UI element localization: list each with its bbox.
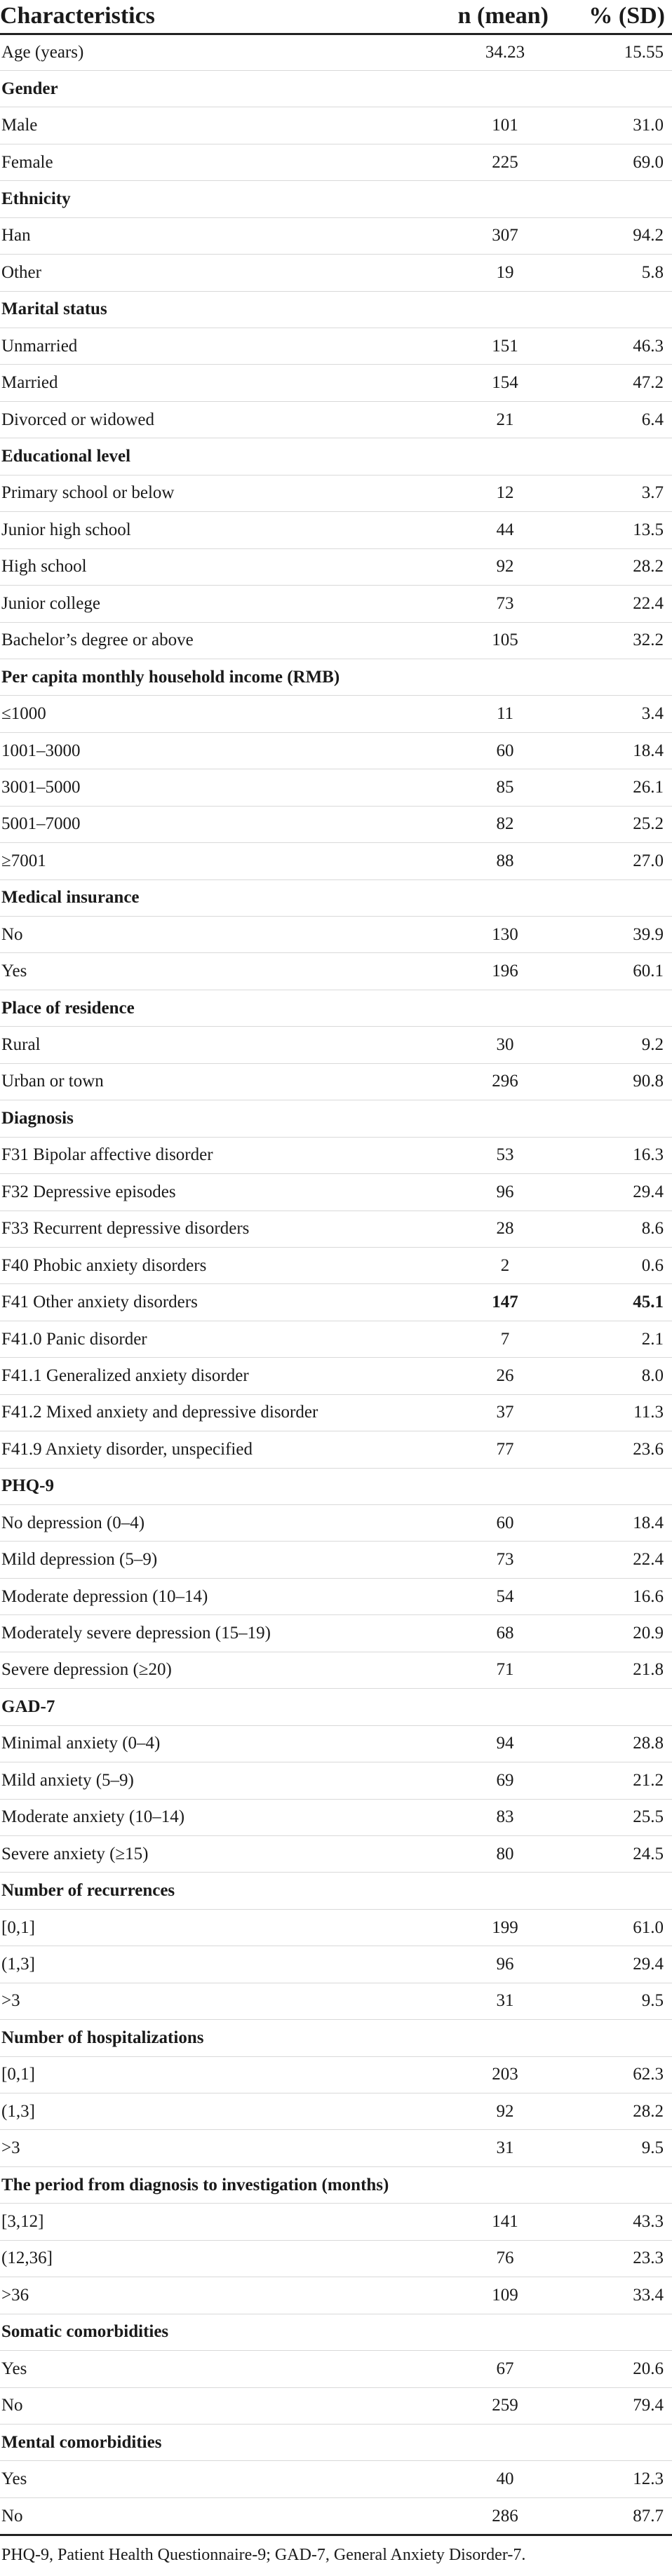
section-header-row [0,2314,672,2350]
n-mean-cell [421,70,554,107]
n-mean-cell [421,291,554,328]
percent-sd-cell: 29.4 [554,1946,672,1983]
percent-sd-cell: 13.5 [554,512,672,548]
row-label: F41.9 Anxiety disorder, unspecified [0,1431,421,1468]
table-row [0,144,672,180]
table-row [0,255,672,291]
n-mean-cell: 76 [421,2240,554,2277]
percent-sd-cell [554,1689,672,1725]
percent-sd-cell [554,181,672,217]
table-row [0,34,672,70]
row-label: [3,12] [0,2204,421,2240]
row-label: High school [0,548,421,585]
row-label: 3001–5000 [0,769,421,806]
table-row [0,1909,672,1946]
n-mean-cell [421,1468,554,1504]
percent-sd-cell: 9.2 [554,1027,672,1063]
table-row [0,1211,672,1247]
percent-sd-cell: 33.4 [554,2277,672,2314]
percent-sd-cell: 25.5 [554,1799,672,1835]
percent-sd-cell: 23.6 [554,1431,672,1468]
n-mean-cell [421,659,554,695]
percent-sd-cell [554,1100,672,1137]
n-mean-cell: 44 [421,512,554,548]
percent-sd-cell: 32.2 [554,622,672,659]
n-mean-cell: 141 [421,2204,554,2240]
row-label: Urban or town [0,1063,421,1100]
section-header-row [0,1873,672,1909]
table-row [0,1505,672,1542]
table-row [0,2056,672,2093]
table-row [0,622,672,659]
header-percent-sd: % (SD) [554,0,672,34]
n-mean-cell [421,181,554,217]
percent-sd-cell [554,2314,672,2350]
percent-sd-cell: 16.6 [554,1578,672,1614]
section-label: Per capita monthly household income (RMB) [0,659,421,695]
percent-sd-cell: 20.6 [554,2351,672,2387]
n-mean-cell: 259 [421,2387,554,2424]
table-row [0,2204,672,2240]
row-label: Mild anxiety (5–9) [0,1762,421,1799]
n-mean-cell [421,1100,554,1137]
n-mean-cell: 37 [421,1394,554,1431]
n-mean-cell: 83 [421,1799,554,1835]
percent-sd-cell: 28.8 [554,1725,672,1762]
n-mean-cell: 31 [421,1983,554,2019]
n-mean-cell: 73 [421,586,554,622]
row-label: [0,1] [0,1909,421,1946]
n-mean-cell [421,438,554,475]
percent-sd-cell: 21.8 [554,1652,672,1688]
n-mean-cell: 73 [421,1542,554,1578]
row-label: Age (years) [0,34,421,70]
n-mean-cell: 94 [421,1725,554,1762]
row-label: >36 [0,2277,421,2314]
row-label: Yes [0,2351,421,2387]
table-row [0,1578,672,1614]
section-header-row [0,438,672,475]
table-row [0,1983,672,2019]
n-mean-cell: 196 [421,953,554,990]
n-mean-cell: 21 [421,401,554,438]
row-label: Moderate depression (10–14) [0,1578,421,1614]
header-row [0,0,672,34]
table-body [0,34,672,2535]
percent-sd-cell [554,70,672,107]
n-mean-cell: 2 [421,1247,554,1283]
table-row [0,328,672,365]
percent-sd-cell: 0.6 [554,1247,672,1283]
percent-sd-cell: 15.55 [554,34,672,70]
row-label: Unmarried [0,328,421,365]
table-row [0,1394,672,1431]
n-mean-cell: 147 [421,1284,554,1321]
percent-sd-cell: 11.3 [554,1394,672,1431]
table-header [0,0,672,34]
row-label: ≤1000 [0,696,421,732]
n-mean-cell: 26 [421,1358,554,1394]
row-label: ≥7001 [0,843,421,879]
percent-sd-cell [554,2424,672,2460]
percent-sd-cell: 61.0 [554,1909,672,1946]
section-header-row [0,1468,672,1504]
row-label: Han [0,217,421,254]
n-mean-cell: 71 [421,1652,554,1688]
table-row [0,2130,672,2166]
n-mean-cell: 92 [421,2093,554,2130]
table-row [0,401,672,438]
percent-sd-cell [554,291,672,328]
percent-sd-cell: 9.5 [554,2130,672,2166]
percent-sd-cell [554,1468,672,1504]
row-label: Moderate anxiety (10–14) [0,1799,421,1835]
percent-sd-cell: 87.7 [554,2497,672,2534]
row-label: >3 [0,1983,421,2019]
n-mean-cell: 296 [421,1063,554,1100]
row-label: Bachelor’s degree or above [0,622,421,659]
row-label: Minimal anxiety (0–4) [0,1725,421,1762]
row-label: F33 Recurrent depressive disorders [0,1211,421,1247]
n-mean-cell: 28 [421,1211,554,1247]
percent-sd-cell: 16.3 [554,1137,672,1173]
n-mean-cell: 40 [421,2461,554,2497]
percent-sd-cell: 26.1 [554,769,672,806]
row-label: (1,3] [0,1946,421,1983]
n-mean-cell: 307 [421,217,554,254]
section-header-row [0,1689,672,1725]
section-label: Marital status [0,291,421,328]
n-mean-cell: 105 [421,622,554,659]
percent-sd-cell: 90.8 [554,1063,672,1100]
percent-sd-cell: 62.3 [554,2056,672,2093]
row-label: Married [0,365,421,401]
section-label: PHQ-9 [0,1468,421,1504]
n-mean-cell: 80 [421,1835,554,1872]
table-row [0,696,672,732]
section-header-row [0,2020,672,2056]
table-row [0,953,672,990]
row-label: Rural [0,1027,421,1063]
section-label: GAD-7 [0,1689,421,1725]
table-row [0,217,672,254]
n-mean-cell [421,2424,554,2460]
percent-sd-cell: 94.2 [554,217,672,254]
section-header-row [0,1100,672,1137]
table-row [0,365,672,401]
percent-sd-cell: 69.0 [554,144,672,180]
percent-sd-cell: 22.4 [554,586,672,622]
header-n-mean: n (mean) [421,0,554,34]
section-label: Diagnosis [0,1100,421,1137]
section-header-row [0,70,672,107]
row-label: Female [0,144,421,180]
n-mean-cell: 154 [421,365,554,401]
n-mean-cell: 60 [421,1505,554,1542]
n-mean-cell: 92 [421,548,554,585]
section-label: Mental comorbidities [0,2424,421,2460]
section-header-row [0,659,672,695]
n-mean-cell [421,2020,554,2056]
n-mean-cell: 82 [421,806,554,842]
row-label: Moderately severe depression (15–19) [0,1615,421,1652]
percent-sd-cell: 9.5 [554,1983,672,2019]
n-mean-cell: 203 [421,2056,554,2093]
n-mean-cell: 151 [421,328,554,365]
percent-sd-cell: 18.4 [554,732,672,769]
percent-sd-cell [554,2020,672,2056]
section-label: The period from diagnosis to investigation (months) [0,2166,421,2203]
table-row [0,2093,672,2130]
n-mean-cell: 77 [421,1431,554,1468]
table-row [0,1027,672,1063]
section-label: Number of hospitalizations [0,2020,421,2056]
n-mean-cell [421,2166,554,2203]
table-row [0,2351,672,2387]
percent-sd-cell: 79.4 [554,2387,672,2424]
row-label: 5001–7000 [0,806,421,842]
table-row [0,917,672,953]
row-label: No [0,2497,421,2534]
n-mean-cell [421,2314,554,2350]
table-row [0,2240,672,2277]
n-mean-cell: 11 [421,696,554,732]
n-mean-cell: 7 [421,1321,554,1357]
n-mean-cell: 286 [421,2497,554,2534]
table-row [0,1615,672,1652]
n-mean-cell: 12 [421,475,554,511]
percent-sd-cell: 43.3 [554,2204,672,2240]
percent-sd-cell: 5.8 [554,255,672,291]
n-mean-cell: 225 [421,144,554,180]
header-characteristics: Characteristics [0,0,421,34]
section-header-row [0,879,672,916]
row-label: (1,3] [0,2093,421,2130]
percent-sd-cell: 60.1 [554,953,672,990]
table-row [0,1431,672,1468]
table-row [0,1946,672,1983]
percent-sd-cell [554,659,672,695]
percent-sd-cell: 28.2 [554,548,672,585]
section-header-row [0,2424,672,2460]
percent-sd-cell: 29.4 [554,1174,672,1211]
percent-sd-cell: 31.0 [554,107,672,144]
table-row [0,1542,672,1578]
table-row [0,1247,672,1283]
percent-sd-cell: 46.3 [554,328,672,365]
table-row [0,1284,672,1321]
n-mean-cell: 85 [421,769,554,806]
percent-sd-cell: 21.2 [554,1762,672,1799]
table-footnote: PHQ-9, Patient Health Questionnaire-9; GAD-7, General Anxiety Disorder-7. [0,2534,672,2565]
row-label: Mild depression (5–9) [0,1542,421,1578]
n-mean-cell: 19 [421,255,554,291]
percent-sd-cell: 22.4 [554,1542,672,1578]
row-label: F32 Depressive episodes [0,1174,421,1211]
row-label: Divorced or widowed [0,401,421,438]
table-row [0,1063,672,1100]
row-label: Junior college [0,586,421,622]
percent-sd-cell: 2.1 [554,1321,672,1357]
percent-sd-cell [554,1873,672,1909]
table-row [0,1725,672,1762]
percent-sd-cell: 45.1 [554,1284,672,1321]
table-row [0,475,672,511]
percent-sd-cell: 47.2 [554,365,672,401]
table-row [0,548,672,585]
n-mean-cell: 69 [421,1762,554,1799]
row-label: No [0,917,421,953]
n-mean-cell: 31 [421,2130,554,2166]
n-mean-cell: 54 [421,1578,554,1614]
table-row [0,586,672,622]
table-row [0,1321,672,1357]
row-label: No [0,2387,421,2424]
section-label: Medical insurance [0,879,421,916]
row-label: Yes [0,953,421,990]
table-row [0,1762,672,1799]
table-row [0,1835,672,1872]
row-label: F31 Bipolar affective disorder [0,1137,421,1173]
table-row [0,1358,672,1394]
row-label: >3 [0,2130,421,2166]
table-row [0,1652,672,1688]
percent-sd-cell: 23.3 [554,2240,672,2277]
percent-sd-cell: 28.2 [554,2093,672,2130]
row-label: Severe depression (≥20) [0,1652,421,1688]
percent-sd-cell: 25.2 [554,806,672,842]
section-label: Educational level [0,438,421,475]
percent-sd-cell: 18.4 [554,1505,672,1542]
table-row [0,107,672,144]
row-label: Other [0,255,421,291]
section-label: Place of residence [0,990,421,1026]
percent-sd-cell: 6.4 [554,401,672,438]
n-mean-cell [421,1873,554,1909]
table-row [0,1137,672,1173]
n-mean-cell: 199 [421,1909,554,1946]
table-row [0,2277,672,2314]
table-row [0,769,672,806]
n-mean-cell: 34.23 [421,34,554,70]
n-mean-cell: 60 [421,732,554,769]
percent-sd-cell: 12.3 [554,2461,672,2497]
row-label: Yes [0,2461,421,2497]
percent-sd-cell [554,990,672,1026]
n-mean-cell: 67 [421,2351,554,2387]
percent-sd-cell: 27.0 [554,843,672,879]
section-header-row [0,2166,672,2203]
percent-sd-cell: 39.9 [554,917,672,953]
n-mean-cell: 53 [421,1137,554,1173]
percent-sd-cell: 20.9 [554,1615,672,1652]
percent-sd-cell [554,438,672,475]
row-label: 1001–3000 [0,732,421,769]
percent-sd-cell: 3.7 [554,475,672,511]
percent-sd-cell: 8.6 [554,1211,672,1247]
row-label: Male [0,107,421,144]
table-row [0,732,672,769]
table-row [0,806,672,842]
section-header-row [0,990,672,1026]
row-label: F41.0 Panic disorder [0,1321,421,1357]
section-header-row [0,291,672,328]
n-mean-cell: 101 [421,107,554,144]
table-row [0,1799,672,1835]
n-mean-cell: 30 [421,1027,554,1063]
section-label: Somatic comorbidities [0,2314,421,2350]
table-row [0,1174,672,1211]
table-row [0,512,672,548]
percent-sd-cell [554,879,672,916]
n-mean-cell: 68 [421,1615,554,1652]
section-header-row [0,181,672,217]
row-label: Severe anxiety (≥15) [0,1835,421,1872]
section-label: Gender [0,70,421,107]
n-mean-cell: 96 [421,1946,554,1983]
row-label: Junior high school [0,512,421,548]
section-label: Number of recurrences [0,1873,421,1909]
percent-sd-cell: 24.5 [554,1835,672,1872]
n-mean-cell: 109 [421,2277,554,2314]
n-mean-cell: 130 [421,917,554,953]
row-label: [0,1] [0,2056,421,2093]
percent-sd-cell [554,2166,672,2203]
table-row [0,2461,672,2497]
n-mean-cell: 96 [421,1174,554,1211]
n-mean-cell [421,990,554,1026]
row-label: Primary school or below [0,475,421,511]
table-row [0,2497,672,2534]
section-label: Ethnicity [0,181,421,217]
row-label: No depression (0–4) [0,1505,421,1542]
n-mean-cell [421,879,554,916]
table-row [0,2387,672,2424]
row-label: F41 Other anxiety disorders [0,1284,421,1321]
table-row [0,843,672,879]
row-label: F41.2 Mixed anxiety and depressive disorder [0,1394,421,1431]
row-label: F41.1 Generalized anxiety disorder [0,1358,421,1394]
percent-sd-cell: 3.4 [554,696,672,732]
percent-sd-cell: 8.0 [554,1358,672,1394]
n-mean-cell [421,1689,554,1725]
row-label: (12,36] [0,2240,421,2277]
n-mean-cell: 88 [421,843,554,879]
row-label: F40 Phobic anxiety disorders [0,1247,421,1283]
